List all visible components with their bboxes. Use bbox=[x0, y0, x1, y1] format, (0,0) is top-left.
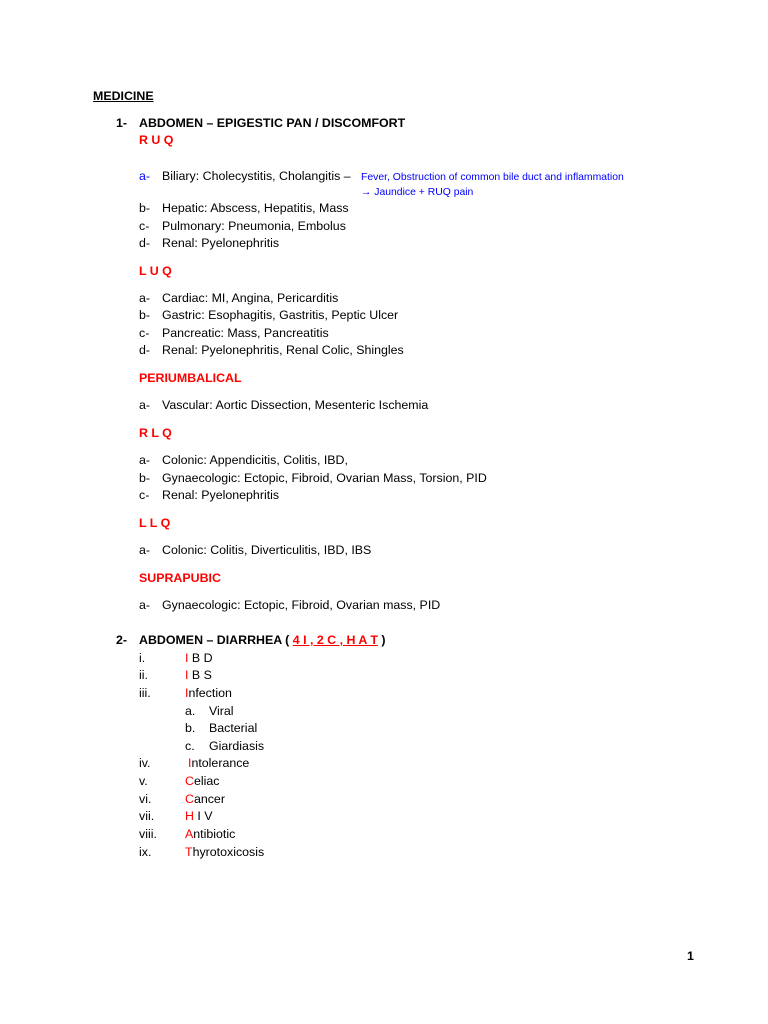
infection-subitem-text: Giardiasis bbox=[209, 739, 265, 753]
rlq-item-c-marker: c- bbox=[139, 488, 150, 502]
luq-item-d-text: Renal: Pyelonephritis, Renal Colic, Shingles bbox=[162, 343, 404, 357]
suprapubic-item-a-marker: a- bbox=[139, 598, 151, 612]
llq-item-a-text: Colonic: Colitis, Diverticulitis, IBD, IBS bbox=[162, 543, 372, 557]
infection-subitem-marker: c. bbox=[185, 739, 195, 753]
ruq-item-b-marker: b- bbox=[139, 201, 151, 215]
luq-item-c-marker: c- bbox=[139, 326, 150, 340]
luq-item-a-marker: a- bbox=[139, 291, 151, 305]
diarrhea-item-numeral: vi. bbox=[139, 792, 152, 806]
diarrhea-item bbox=[185, 685, 232, 701]
infection-subitem-text: Bacterial bbox=[209, 721, 258, 735]
diarrhea-item-numeral: iii. bbox=[139, 686, 151, 700]
rlq-heading: R L Q bbox=[139, 426, 172, 440]
rlq-item-b-text: Gynaecologic: Ectopic, Fibroid, Ovarian Mass, Torsion, PID bbox=[162, 471, 487, 485]
section1-number: 1- bbox=[116, 116, 128, 130]
ruq-item-a-text: Biliary: Cholecystitis, Cholangitis – bbox=[162, 169, 351, 183]
diarrhea-item-rest: ancer bbox=[193, 792, 225, 806]
luq-item-d-marker: d- bbox=[139, 343, 151, 357]
diarrhea-item-numeral: vii. bbox=[139, 809, 155, 823]
section2-mnemonic: 4 I , 2 C , H A T bbox=[292, 633, 378, 647]
ruq-item-a-marker: a- bbox=[139, 169, 151, 183]
luq-item-b-marker: b- bbox=[139, 308, 151, 322]
diarrhea-item-numeral: v. bbox=[139, 774, 148, 788]
diarrhea-item-initial: I bbox=[188, 756, 192, 770]
diarrhea-item-initial: I bbox=[185, 651, 189, 665]
llq-item-a-marker: a- bbox=[139, 543, 151, 557]
rlq-item-a-marker: a- bbox=[139, 453, 151, 467]
rlq-item-b-marker: b- bbox=[139, 471, 151, 485]
diarrhea-item-rest: B S bbox=[188, 668, 212, 682]
ruq-item-a-note: Fever, Obstruction of common bile duct and inflammation bbox=[361, 172, 624, 183]
diarrhea-item-rest: B D bbox=[188, 651, 213, 665]
section2-title bbox=[139, 632, 386, 648]
luq-item-b-text: Gastric: Esophagitis, Gastritis, Peptic Ulcer bbox=[162, 308, 399, 322]
diarrhea-item-initial: C bbox=[185, 792, 194, 806]
diarrhea-item-numeral: iv. bbox=[139, 756, 151, 770]
rlq-item-c-text: Renal: Pyelonephritis bbox=[162, 488, 280, 502]
diarrhea-item-numeral: i. bbox=[139, 651, 146, 665]
luq-item-a-text: Cardiac: MI, Angina, Pericarditis bbox=[162, 291, 339, 305]
periumbilical-item-a-text: Vascular: Aortic Dissection, Mesenteric Ischemia bbox=[162, 398, 429, 412]
ruq-item-d-marker: d- bbox=[139, 236, 151, 250]
diarrhea-item bbox=[185, 844, 264, 860]
diarrhea-item-initial: A bbox=[185, 827, 194, 841]
diarrhea-item bbox=[185, 773, 219, 789]
diarrhea-item bbox=[185, 650, 213, 666]
diarrhea-item-rest: ntibiotic bbox=[193, 827, 236, 841]
luq-heading: L U Q bbox=[139, 264, 172, 278]
diarrhea-item-rest: hyrotoxicosis bbox=[192, 845, 265, 859]
diarrhea-item-numeral: ii. bbox=[139, 668, 148, 682]
diarrhea-item-initial: C bbox=[185, 774, 194, 788]
diarrhea-item-initial: I bbox=[185, 686, 189, 700]
periumbilical-heading: PERIUMBALICAL bbox=[139, 371, 242, 385]
diarrhea-item-rest: ntolerance bbox=[191, 756, 250, 770]
diarrhea-item bbox=[185, 826, 235, 842]
diarrhea-item-initial: T bbox=[185, 845, 193, 859]
diarrhea-item bbox=[185, 791, 225, 807]
suprapubic-heading: SUPRAPUBIC bbox=[139, 571, 221, 585]
diarrhea-item-initial: H bbox=[185, 809, 194, 823]
infection-subitem-marker: b. bbox=[185, 721, 196, 735]
ruq-heading: R U Q bbox=[139, 133, 174, 147]
ruq-item-b-text: Hepatic: Abscess, Hepatitis, Mass bbox=[162, 201, 349, 215]
page-number: 1 bbox=[687, 949, 694, 963]
periumbilical-item-a-marker: a- bbox=[139, 398, 151, 412]
document-title: MEDICINE bbox=[93, 89, 154, 103]
suprapubic-item-a-text: Gynaecologic: Ectopic, Fibroid, Ovarian mass, PID bbox=[162, 598, 441, 612]
rlq-item-a-text: Colonic: Appendicitis, Colitis, IBD, bbox=[162, 453, 348, 467]
diarrhea-item-rest: I V bbox=[193, 809, 213, 823]
diarrhea-item bbox=[185, 667, 212, 683]
section2-title-prefix: ABDOMEN – DIARRHEA ( bbox=[139, 633, 290, 647]
ruq-item-c-text: Pulmonary: Pneumonia, Embolus bbox=[162, 219, 346, 233]
ruq-item-c-marker: c- bbox=[139, 219, 150, 233]
diarrhea-item-rest: nfection bbox=[188, 686, 232, 700]
section2-title-suffix: ) bbox=[381, 633, 386, 647]
section1-title: ABDOMEN – EPIGESTIC PAN / DISCOMFORT bbox=[139, 116, 406, 130]
diarrhea-item-rest: eliac bbox=[193, 774, 220, 788]
infection-subitem-marker: a. bbox=[185, 704, 196, 718]
diarrhea-item-numeral: ix. bbox=[139, 845, 152, 859]
infection-subitem-text: Viral bbox=[209, 704, 234, 718]
luq-item-c-text: Pancreatic: Mass, Pancreatitis bbox=[162, 326, 329, 340]
diarrhea-item bbox=[188, 755, 249, 771]
llq-heading: L L Q bbox=[139, 516, 171, 530]
diarrhea-item-initial: I bbox=[185, 668, 189, 682]
diarrhea-item-numeral: viii. bbox=[139, 827, 157, 841]
diarrhea-item bbox=[185, 808, 213, 824]
section2-number: 2- bbox=[116, 633, 128, 647]
ruq-item-a-note-arrow: → Jaundice + RUQ pain bbox=[361, 187, 474, 198]
ruq-item-d-text: Renal: Pyelonephritis bbox=[162, 236, 280, 250]
